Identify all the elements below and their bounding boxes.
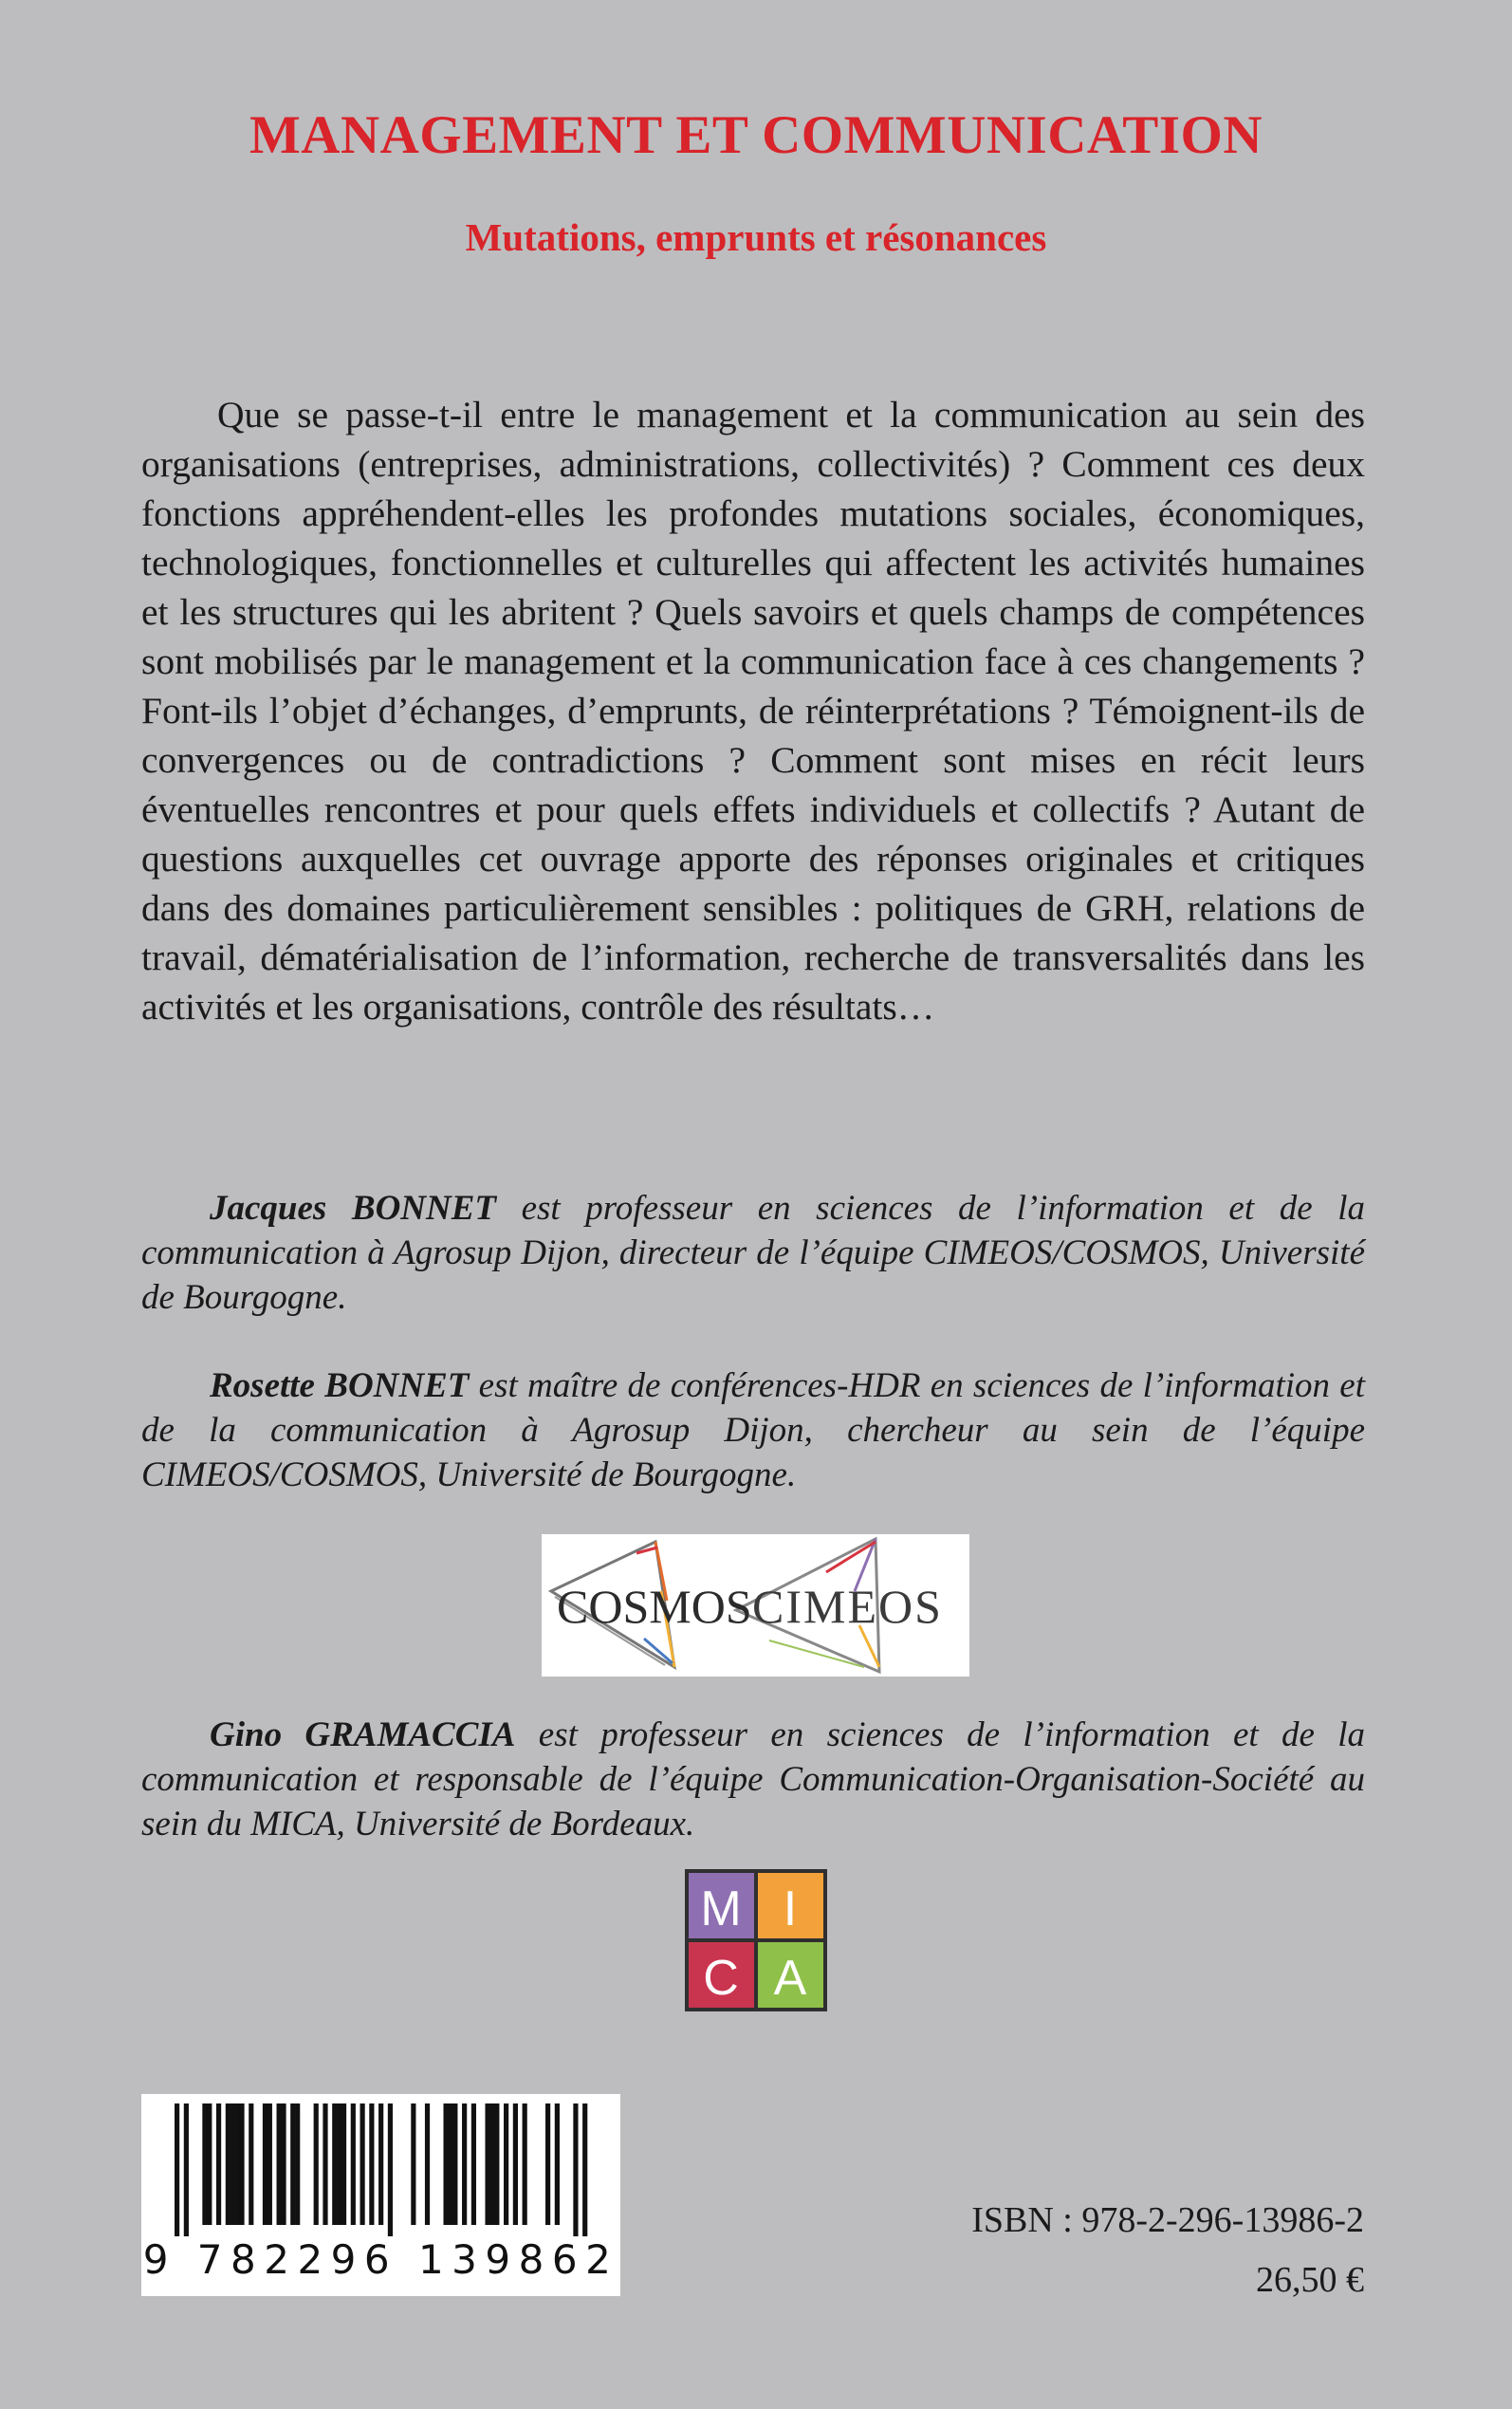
author-bio-rosette-bonnet [141, 1363, 1365, 1497]
book-title: MANAGEMENT ET COMMUNICATION [249, 105, 1263, 165]
mica-letter: I [783, 1881, 798, 1936]
isbn-barcode [141, 2094, 620, 2296]
author-bio-jacques-bonnet [141, 1186, 1365, 1320]
back-cover-abstract: Que se passe-t-il entre le management et la communication au sein des organisations (entreprises, administrations, collectivités) ? Comment ces deux fonctions appréhendent-elles les profondes mutations sociales, économiques, technologiques, fonctionnelles et culturelles qui affectent les activités humaines et les structures qui les abritent ? Quels savoirs et quels champs de compétences sont mobilisés par le management et la communication face à ces changements ? Font-ils l’objet d’échanges, d’emprunts, de réinterprétations ? Témoignent-ils de convergences ou de contradictions ? Comment sont mises en récit leurs éventuelles rencontres et pour quels effets individuels et collectifs ? Autant de questions auxquelles cet ouvrage apporte des réponses originales et critiques dans des domaines particulièrement sensibles : politiques de GRH, relations de travail, dématérialisation de l’information, recherche de transversalités dans les activités et les organisations, contrôle des résultats… [141, 394, 1365, 1028]
author-name: Jacques BONNET [210, 1189, 497, 1228]
barcode-bar [523, 2103, 527, 2225]
isbn-number: ISBN : 978-2-296-13986-2 [971, 2200, 1364, 2240]
barcode-bar [290, 2103, 295, 2225]
barcode-bar [378, 2103, 383, 2225]
barcode-bar [230, 2103, 235, 2225]
barcode-bar [545, 2103, 550, 2225]
barcode-bar [323, 2103, 327, 2225]
author-name: Rosette BONNET [210, 1366, 470, 1405]
author-bio-text: est professeur en sciences de l’information et de la communication à Agrosup Dijon, directeur de l’équipe CIMEOS/COSMOS, Université de Bourgogne. [141, 1189, 1365, 1317]
barcode-bar [216, 2103, 221, 2225]
mica-letter: A [773, 1951, 807, 2006]
cosmos-cimeos-logo [542, 1534, 969, 1677]
barcode-bar [267, 2103, 272, 2225]
barcode-bar [411, 2103, 415, 2225]
barcode-bar [448, 2103, 452, 2225]
cosmos-word: COSMOS [557, 1580, 752, 1633]
barcode-bar [555, 2103, 560, 2225]
barcode-digits: 9 782296 139862 [142, 2236, 619, 2283]
barcode-bar [332, 2103, 337, 2225]
barcode-bar [573, 2103, 578, 2236]
author-name: Gino GRAMACCIA [210, 1715, 516, 1754]
barcode-bar [443, 2103, 448, 2225]
barcode-bar [235, 2103, 240, 2225]
barcode-bar [513, 2103, 518, 2225]
barcode-bar [202, 2103, 207, 2225]
mica-letter: C [703, 1951, 739, 2006]
barcode-bar [582, 2103, 587, 2236]
barcode-bar [249, 2103, 253, 2225]
barcode-bar [337, 2103, 341, 2225]
barcode-bar [207, 2103, 212, 2225]
barcode-bar [471, 2103, 476, 2225]
barcode-bar [462, 2103, 467, 2225]
book-subtitle: Mutations, emprunts et résonances [465, 215, 1047, 259]
barcode-bar [452, 2103, 457, 2225]
barcode-bar [281, 2103, 286, 2225]
barcode-bar [239, 2103, 244, 2225]
barcode-bar [226, 2103, 230, 2225]
barcode-bar [341, 2103, 346, 2225]
barcode-bar [388, 2103, 393, 2236]
barcode-bar [263, 2103, 267, 2225]
mica-logo [685, 1869, 827, 2011]
barcode-bar [360, 2103, 365, 2225]
cimeos-word: CIMEOS [752, 1580, 943, 1633]
barcode-bar [489, 2103, 494, 2225]
barcode-bar [277, 2103, 282, 2225]
barcode-bar [425, 2103, 430, 2225]
barcode-bars [141, 2094, 620, 2236]
barcode-bar [485, 2103, 489, 2225]
barcode-bar [351, 2103, 356, 2225]
barcode-bar [295, 2103, 300, 2225]
barcode-bar [494, 2103, 499, 2225]
barcode-bar [314, 2103, 319, 2225]
barcode-bar [184, 2103, 189, 2236]
barcode-bar [504, 2103, 508, 2225]
author-bio-gino-gramaccia [141, 1713, 1365, 1846]
price: 26,50 € [1256, 2260, 1364, 2300]
author-bio-text: est maître de conférences-HDR en sciences de l’information et de la communication à Agrosup Dijon, chercheur au sein de l’équipe CIMEOS/COSMOS, Université de Bourgogne. [141, 1366, 1365, 1494]
barcode-bar [175, 2103, 179, 2236]
author-bio-text: est professeur en sciences de l’information et de la communication et responsable de l’équipe Communication-Organisation-Société au sein du MICA, Université de Bordeaux. [141, 1715, 1366, 1844]
barcode-bar [369, 2103, 374, 2225]
mica-letter: M [700, 1881, 742, 1936]
